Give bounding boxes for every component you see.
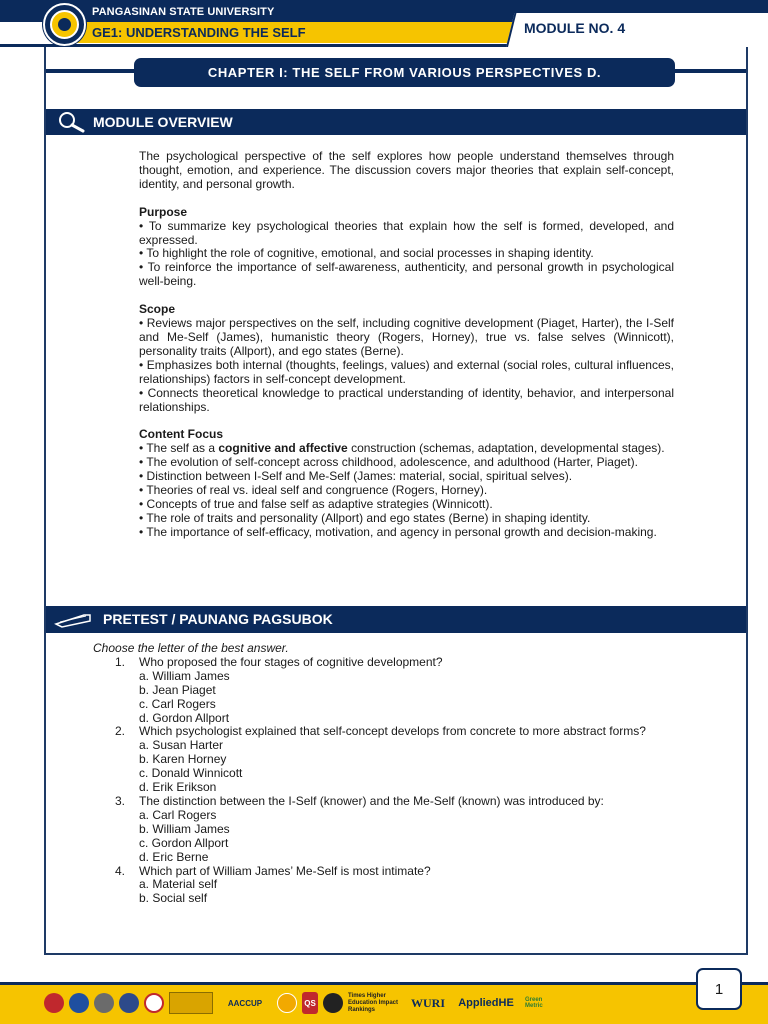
focus-item: • Distinction between I-Self and Me-Self (James: material, social, spiritual selves). [139,469,573,484]
pretest-heading: PRETEST / PAUNANG PAGSUBOK [103,611,333,627]
university-name: PANGASINAN STATE UNIVERSITY [92,6,275,18]
purpose-heading: Purpose [139,204,188,219]
scope-item: • Connects theoretical knowledge to practical understanding of identity, behavior, and interpersonal relationships. [139,385,674,414]
answer-option: a. William James [139,668,230,683]
question-item: 2. Which psychologist explained that self-concept develops from concrete to more abstract forms? [115,724,646,739]
pencil-icon [54,612,94,628]
focus-item: • Theories of real vs. ideal self and congruence (Rogers, Horney). [139,483,488,498]
qs-logo: QS [302,992,318,1014]
green-metric-logo: Green Metric [525,997,543,1009]
content-focus-heading: Content Focus [139,427,223,442]
answer-option: a. Susan Harter [139,738,224,753]
aaccup-logo: AACCUP [227,998,263,1008]
pretest-bar [46,606,746,633]
focus-item: • The evolution of self-concept across childhood, adolescence, and adulthood (Harter, Piaget). [139,455,638,470]
seal-logo-icon [119,993,139,1013]
the-logo-icon [323,993,343,1013]
module-number: MODULE NO. 4 [524,20,626,36]
appliedhe-logo: AppliedHE [458,997,514,1009]
purpose-item: • To reinforce the importance of self-awareness, authenticity, and personal growth in psychological well-being. [139,260,674,289]
answer-option: d. Erik Erikson [139,780,217,795]
answer-option: b. Jean Piaget [139,682,216,697]
answer-option: d. Gordon Allport [139,710,230,725]
pretest-content [93,642,653,906]
scope-heading: Scope [139,302,176,317]
university-seal-icon [43,3,86,46]
answer-option: b. Social self [139,891,208,906]
answer-option: b. William James [139,821,230,836]
asean-logo-icon [69,993,89,1013]
scope-item: • Emphasizes both internal (thoughts, feelings, values) and external (social roles, cultural influences, relationships) factors in self-concept development. [139,357,674,386]
purpose-item: • To summarize key psychological theories that explain how the self is formed, developed, and expressed. [139,218,674,247]
bagong-pilipinas-logo-icon [44,993,64,1013]
focus-item: • Concepts of true and false self as adaptive strategies (Winnicott). [139,496,493,511]
module-overview-bar [46,109,746,135]
iso-logo-icon [144,993,164,1013]
answer-option: c. Donald Winnicott [139,766,243,781]
answer-option: c. Carl Rogers [139,696,216,711]
module-overview-heading: MODULE OVERVIEW [93,114,233,130]
answer-option: a. Carl Rogers [139,807,217,822]
page-number: 1 [696,968,742,1010]
ched-logo-icon [94,993,114,1013]
question-item: 1. Who proposed the four stages of cognitive development? [115,654,443,669]
magnifier-icon [56,111,86,133]
wuri-logo: WURI [410,995,445,1010]
scope-item: • Reviews major perspectives on the self, including cognitive development (Piaget, Harter), the I-Self and Me-Self (James), humanistic theory (Rogers, Horney), true vs. false selves (Winnicott), personality traits (Allport), and ego states (Berne). [139,316,674,358]
overview-content [139,150,674,540]
seal-logo-icon [277,993,297,1013]
focus-item: • The self as a cognitive and affective construction (schemas, adaptation, developmental stages). [139,441,665,456]
answer-option: b. Karen Horney [139,752,227,767]
accreditation-logos [44,990,555,1016]
impact-rankings-logo: Times Higher Education Impact Rankings [348,992,399,1013]
pretest-instruction: Choose the letter of the best answer. [93,641,289,655]
question-item: 3. The distinction between the I-Self (knower) and the Me-Self (known) was introduced by: [115,793,604,808]
question-item: 4. Which part of William James’ Me-Self is most intimate? [115,863,431,878]
purpose-item: • To highlight the role of cognitive, emotional, and social processes in shaping identity. [139,246,594,261]
answer-option: d. Eric Berne [139,849,209,864]
course-title: GE1: UNDERSTANDING THE SELF [92,25,306,40]
overview-intro: The psychological perspective of the self explores how people understand themselves through thought, emotion, and experience. The discussion covers major theories that explain self-concept, identity, and personal growth. [139,149,674,191]
answer-option: c. Gordon Allport [139,835,229,850]
focus-item: • The role of traits and personality (Allport) and ego states (Berne) in shaping identity. [139,510,591,525]
answer-option: a. Material self [139,877,218,892]
certification-logo-icon [169,992,213,1014]
focus-item: • The importance of self-efficacy, motivation, and agency in personal growth and decision-making. [139,524,657,539]
chapter-title: CHAPTER I: THE SELF FROM VARIOUS PERSPECTIVES D. [134,58,675,87]
